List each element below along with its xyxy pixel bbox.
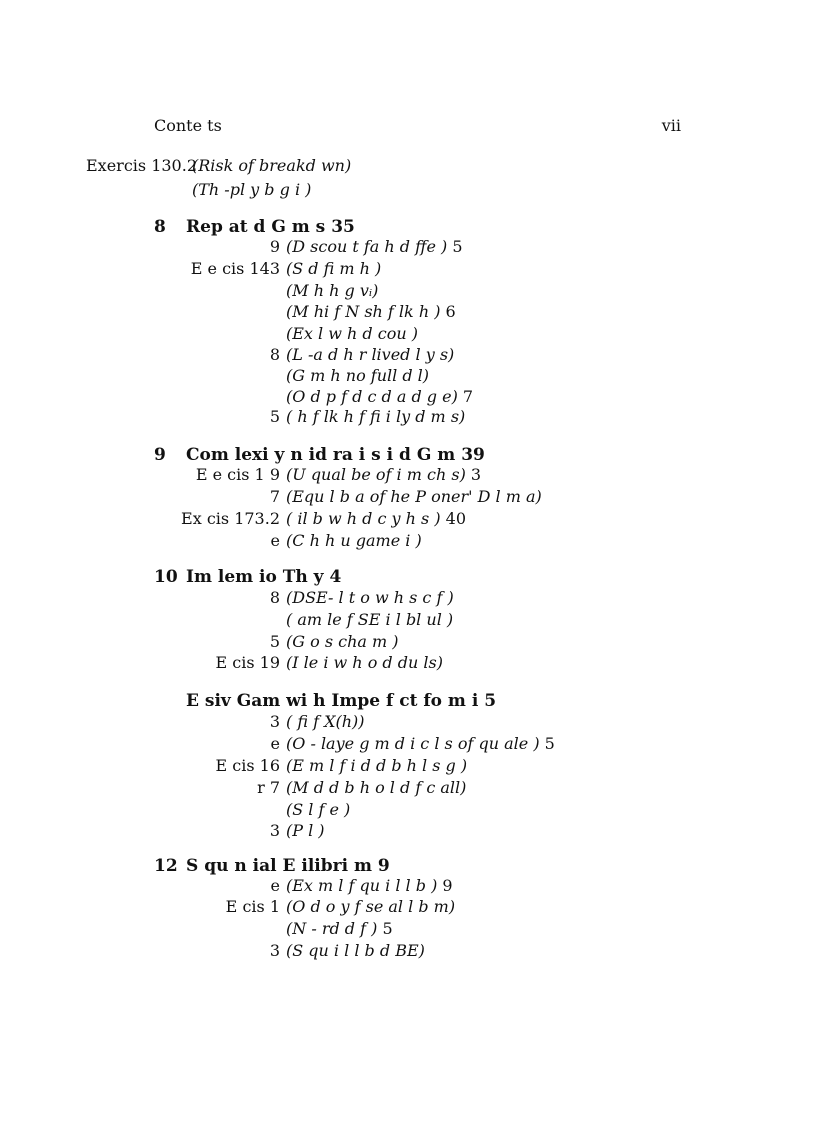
entry-page: 5 <box>382 919 393 938</box>
chapter-heading <box>154 691 496 711</box>
entry-page: 3 <box>470 465 482 484</box>
toc-entry <box>180 897 455 917</box>
entry-title: (M h h g vᵢ) <box>286 281 379 300</box>
toc-entry <box>180 919 393 939</box>
entry-title: (S l f e ) <box>286 800 351 819</box>
toc-entry <box>180 778 466 798</box>
entry-page: 7 <box>462 387 474 406</box>
chapter-page: 39 <box>461 445 485 465</box>
chapter-page: 4 <box>329 567 342 587</box>
entry-title: (I le i w h o d du ls) <box>286 653 443 672</box>
toc-entry <box>180 941 425 961</box>
exercise-label: e <box>270 531 280 550</box>
chapter-heading <box>154 217 355 237</box>
entry-page: 40 <box>445 509 467 528</box>
toc-entry <box>180 237 463 257</box>
toc-entry <box>180 302 456 322</box>
exercise-label: 3 <box>269 941 280 960</box>
entry-title: (G m h no full d l) <box>286 366 430 385</box>
exercise-label: Ex cis 173.2 <box>181 509 280 528</box>
entry-title: (D scou t fa h d ffe ) <box>286 237 448 256</box>
entry-title: (M d d b h o l d f c all) <box>286 778 467 797</box>
toc-entry <box>180 366 429 386</box>
exercise-label: e <box>270 876 280 895</box>
entry-title: (DSE- l t o w h s c f ) <box>286 588 454 607</box>
entry-title: (Equ l b a of he P oner' D l m a) <box>286 487 542 506</box>
toc-entry <box>180 407 465 427</box>
entry-title: (G o s cha m ) <box>286 632 399 651</box>
entry-title: (E m l f i d d b h l s g ) <box>286 756 468 775</box>
toc-entry <box>180 387 473 407</box>
exercise-label: E cis 1 <box>225 897 280 916</box>
page-number: vii <box>661 116 681 135</box>
chapter-heading <box>154 567 341 587</box>
entry-title: (P l ) <box>286 821 325 840</box>
toc-entry <box>180 653 443 673</box>
toc-entry <box>180 281 378 301</box>
chapter-page: 35 <box>331 217 355 237</box>
chapter-page: 5 <box>484 691 497 711</box>
chapter-title: Im lem io Th y <box>186 567 324 587</box>
exercise-label: E e cis 1 9 <box>195 465 280 484</box>
toc-entry <box>180 259 381 279</box>
entry-title: (U qual be of i m ch s) <box>286 465 466 484</box>
exercise-label: e <box>270 734 280 753</box>
entry-title: (O d p f d c d a d g e) <box>286 387 458 406</box>
exercise-label: Exercis 130.2 <box>86 156 197 175</box>
toc-entry <box>180 821 325 841</box>
chapter-heading <box>154 445 485 465</box>
exercise-label: 9 <box>269 237 280 256</box>
toc-entry <box>180 734 555 754</box>
toc-entry <box>180 487 542 507</box>
exercise-label: 5 <box>269 632 280 651</box>
toc-entry <box>86 156 351 176</box>
entry-title: (Ex l w h d cou ) <box>286 324 418 343</box>
toc-entry <box>180 465 481 485</box>
toc-entry <box>180 876 453 896</box>
chapter-number: 8 <box>154 217 166 237</box>
toc-entry <box>180 800 350 820</box>
exercise-label: E e cis 143 <box>190 259 280 278</box>
entry-title: (N - rd d f ) <box>286 919 378 938</box>
exercise-label: 3 <box>269 712 280 731</box>
entry-title: (S qu i l l b d BE) <box>286 941 425 960</box>
exercise-label: 8 <box>269 588 280 607</box>
entry-page: 6 <box>445 302 456 321</box>
toc-entry <box>180 610 453 630</box>
chapter-number: 9 <box>154 445 166 465</box>
entry-page: 5 <box>544 734 555 753</box>
toc-entry <box>180 324 418 344</box>
exercise-label: r 7 <box>257 778 280 797</box>
chapter-number: 10 <box>154 567 178 587</box>
entry-title: ( am le f SE i l bl ul ) <box>286 610 454 629</box>
chapter-title: S qu n ial E ilibri m <box>186 856 372 876</box>
toc-entry <box>180 756 467 776</box>
toc-entry <box>180 712 365 732</box>
toc-entry <box>180 632 399 652</box>
chapter-heading <box>154 856 390 876</box>
chapter-title: Com lexi y n id ra i s i d G m <box>186 445 456 465</box>
toc-entry <box>180 588 454 608</box>
entry-title: (Th -pl y b g i ) <box>192 180 312 199</box>
chapter-title: Rep at d G m s <box>186 217 326 237</box>
exercise-label: E cis 16 <box>215 756 280 775</box>
chapter-page: 9 <box>377 856 390 876</box>
entry-title: (O d o y f se al l b m) <box>286 897 456 916</box>
entry-title: (M hi f N sh f lk h ) <box>286 302 441 321</box>
entry-title: (C h h u game i ) <box>286 531 422 550</box>
chapter-title: E siv Gam wi h Impe f ct fo m i <box>186 691 479 711</box>
exercise-label: 3 <box>269 821 280 840</box>
entry-title: ( il b w h d c y h s ) <box>286 509 441 528</box>
entry-title: ( h f lk h f fi i ly d m s) <box>286 407 466 426</box>
entry-page: 5 <box>452 237 463 256</box>
entry-title: (L -a d h r lived l y s) <box>286 345 455 364</box>
toc-entry <box>180 345 454 365</box>
entry-title: (Ex m l f qu i l l b ) <box>286 876 438 895</box>
chapter-number: 12 <box>154 856 178 876</box>
entry-title: (S d fi m h ) <box>286 259 382 278</box>
entry-page: 9 <box>442 876 453 895</box>
exercise-label: E cis 19 <box>215 653 280 672</box>
exercise-label: 7 <box>269 487 280 506</box>
exercise-label: 5 <box>269 407 280 426</box>
toc-entry <box>180 531 422 551</box>
toc-entry <box>180 509 466 529</box>
toc-entry <box>86 180 311 200</box>
entry-title: (Risk of breakd wn) <box>192 156 352 175</box>
entry-title: ( fi f X(h)) <box>286 712 365 731</box>
entry-title: (O - laye g m d i c l s of qu ale ) <box>286 734 540 753</box>
running-header-title: Conte ts <box>154 116 222 135</box>
exercise-label: 8 <box>269 345 280 364</box>
